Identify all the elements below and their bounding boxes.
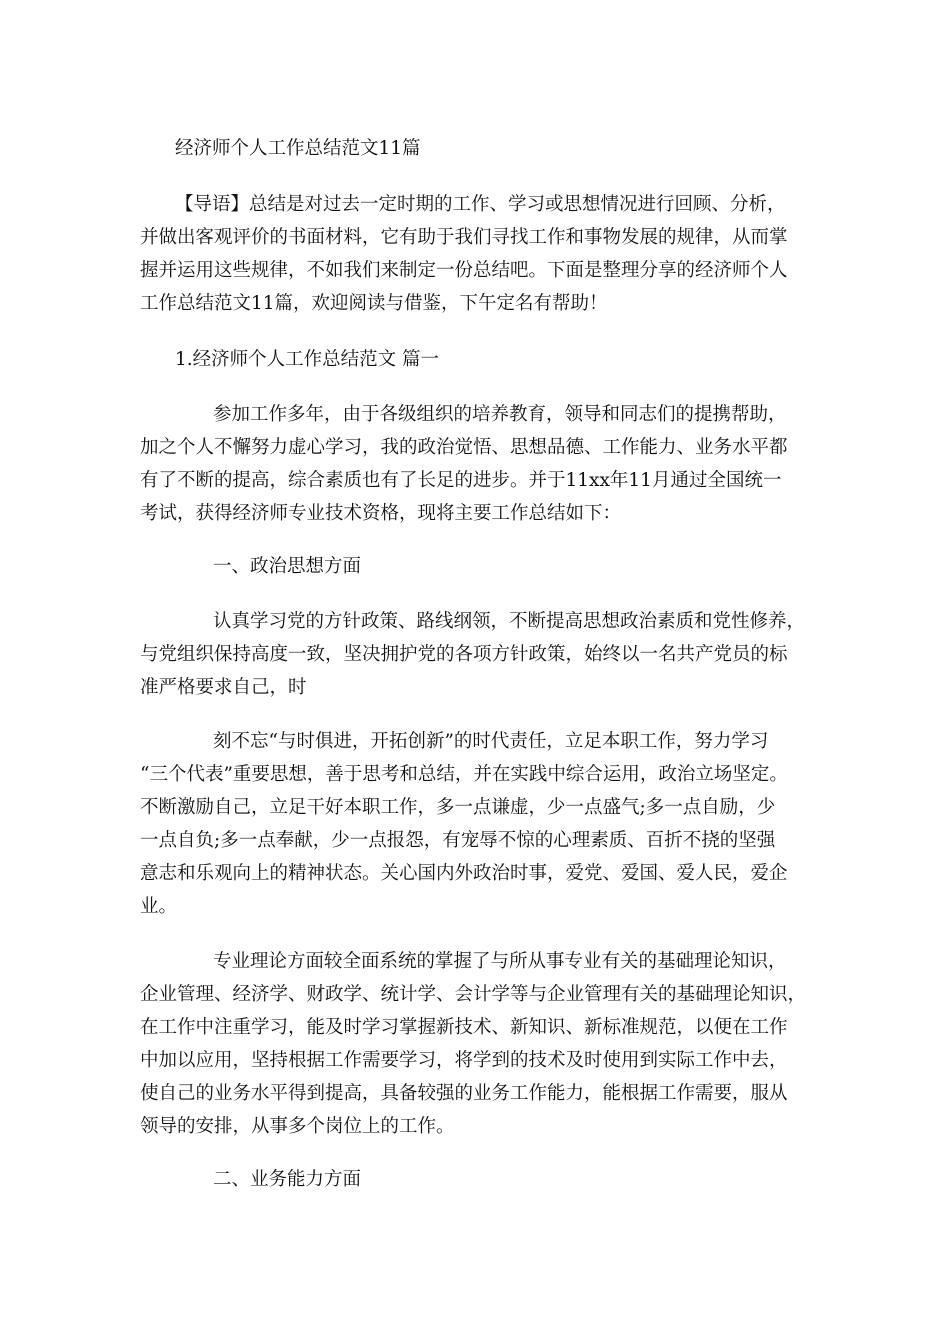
paragraph-line: 加之个人不懈努力虚心学习，我的政治觉悟、思想品德、工作能力、业务水平都 xyxy=(140,437,788,458)
paragraph-line: 有了不断的提高，综合素质也有了长足的进步。并于11xx年11月通过全国统一 xyxy=(140,470,782,491)
paragraph-line: 一点自负;多一点奉献，少一点报怨，有宠辱不惊的心理素质、百折不挠的坚强 xyxy=(140,830,776,851)
paragraph-line: 领导的安排，从事多个岗位上的工作。 xyxy=(140,1116,455,1137)
paragraph-line: 专业理论方面较全面系统的掌握了与所从事专业有关的基础理论知识， xyxy=(213,951,787,972)
intro-line: 握并运用这些规律，不如我们来制定一份总结吧。下面是整理分享的经济师个人 xyxy=(140,260,788,281)
paragraph-line: 参加工作多年，由于各级组织的培养教育，领导和同志们的提携帮助， xyxy=(213,404,787,425)
paragraph-line: 考试，获得经济师专业技术资格，现将主要工作总结如下： xyxy=(140,503,622,524)
intro-line: 【导语】总结是对过去一定时期的工作、学习或思想情况进行回顾、分析， xyxy=(175,194,786,215)
intro-line: 并做出客观评价的书面材料，它有助于我们寻找工作和事物发展的规律，从而掌 xyxy=(140,227,788,248)
section-heading: 1.经济师个人工作总结范文 篇一 xyxy=(175,349,440,370)
paragraph-line: 业。 xyxy=(140,896,178,917)
intro-line: 工作总结范文11篇，欢迎阅读与借鉴，下午定名有帮助！ xyxy=(140,293,608,314)
subsection-heading: 二、业务能力方面 xyxy=(213,1169,362,1190)
paragraph-line: 企业管理、经济学、财政学、统计学、会计学等与企业管理有关的基础理论知识， xyxy=(140,984,807,1005)
paragraph-line: 使自己的业务水平得到提高，具备较强的业务工作能力，能根据工作需要，服从 xyxy=(140,1083,788,1104)
subsection-heading: 一、政治思想方面 xyxy=(213,556,362,577)
paragraph-line: 准严格要求自己，时 xyxy=(140,677,307,698)
paragraph-line: 认真学习党的方针政策、路线纲领，不断提高思想政治素质和党性修养， xyxy=(213,611,806,632)
paragraph-line: 中加以应用，坚持根据工作需要学习，将学到的技术及时使用到实际工作中去， xyxy=(140,1050,788,1071)
document-title: 经济师个人工作总结范文11篇 xyxy=(175,138,421,159)
paragraph-line: “三个代表”重要思想，善于思考和总结，并在实践中综合运用，政治立场坚定。 xyxy=(140,764,788,785)
paragraph-line: 不断激励自己，立足干好本职工作，多一点谦虚，少一点盛气;多一点自励，少 xyxy=(140,797,776,818)
paragraph-line: 在工作中注重学习，能及时学习掌握新技术、新知识、新标准规范，以便在工作 xyxy=(140,1017,788,1038)
paragraph-line: 意志和乐观向上的精神状态。关心国内外政治时事，爱党、爱国、爱人民，爱企 xyxy=(140,863,788,884)
paragraph-line: 与党组织保持高度一致，坚决拥护党的各项方针政策，始终以一名共产党员的标 xyxy=(140,644,788,665)
paragraph-line: 刻不忘“与时俱进，开拓创新”的时代责任，立足本职工作，努力学习 xyxy=(213,731,769,752)
